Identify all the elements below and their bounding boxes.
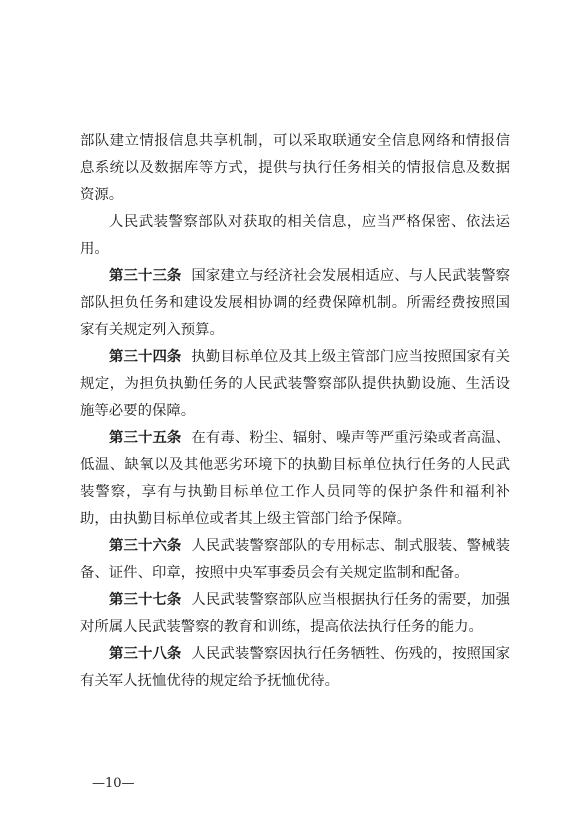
article-number: 第三十七条	[109, 592, 182, 608]
document-body	[80, 128, 510, 695]
article-text: 在有毒、粉尘、辐射、噪声等严重污染或者高温、低温、缺氧以及其他恶劣环境下的执勤目标单位执行任务的人民武装警察，享有与执勤目标单位工作人员同等的保护条件和福利补助，由执勤目标单位或者其上级主管部门给予保障。	[80, 430, 510, 527]
article-number: 第三十八条	[109, 646, 182, 662]
article-35	[80, 425, 510, 533]
paragraph-continuation: 部队建立情报信息共享机制，可以采取联通安全信息网络和情报信息系统以及数据库等方式，提供与执行任务相关的情报信息及数据资源。	[80, 133, 510, 203]
article-number: 第三十四条	[109, 349, 182, 365]
article-text: 人民武装警察部队的专用标志、制式服装、警械装备、证件、印章，按照中央军事委员会有关规定监制和配备。	[80, 538, 510, 581]
article-37	[80, 587, 510, 641]
article-text: 国家建立与经济社会发展相适应、与人民武装警察部队担负任务和建设发展相协调的经费保障机制。所需经费按照国家有关规定列入预算。	[80, 268, 510, 338]
article-33	[80, 263, 510, 344]
paragraph-confidentiality: 人民武装警察部队对获取的相关信息，应当严格保密、依法运用。	[80, 214, 510, 257]
article-36	[80, 533, 510, 587]
article-38	[80, 641, 510, 695]
article-number: 第三十六条	[109, 538, 182, 554]
article-text: 人民武装警察因执行任务牺牲、伤残的，按照国家有关军人抚恤优待的规定给予抚恤优待。	[80, 646, 510, 689]
article-34	[80, 344, 510, 425]
article-number: 第三十三条	[109, 268, 182, 284]
article-text: 执勤目标单位及其上级主管部门应当按照国家有关规定，为担负执勤任务的人民武装警察部队提供执勤设施、生活设施等必要的保障。	[80, 349, 510, 419]
article-number: 第三十五条	[109, 430, 182, 446]
page-number: —10—	[92, 776, 135, 791]
article-text: 人民武装警察部队应当根据执行任务的需要，加强对所属人民武装警察的教育和训练，提高依法执行任务的能力。	[80, 592, 510, 635]
